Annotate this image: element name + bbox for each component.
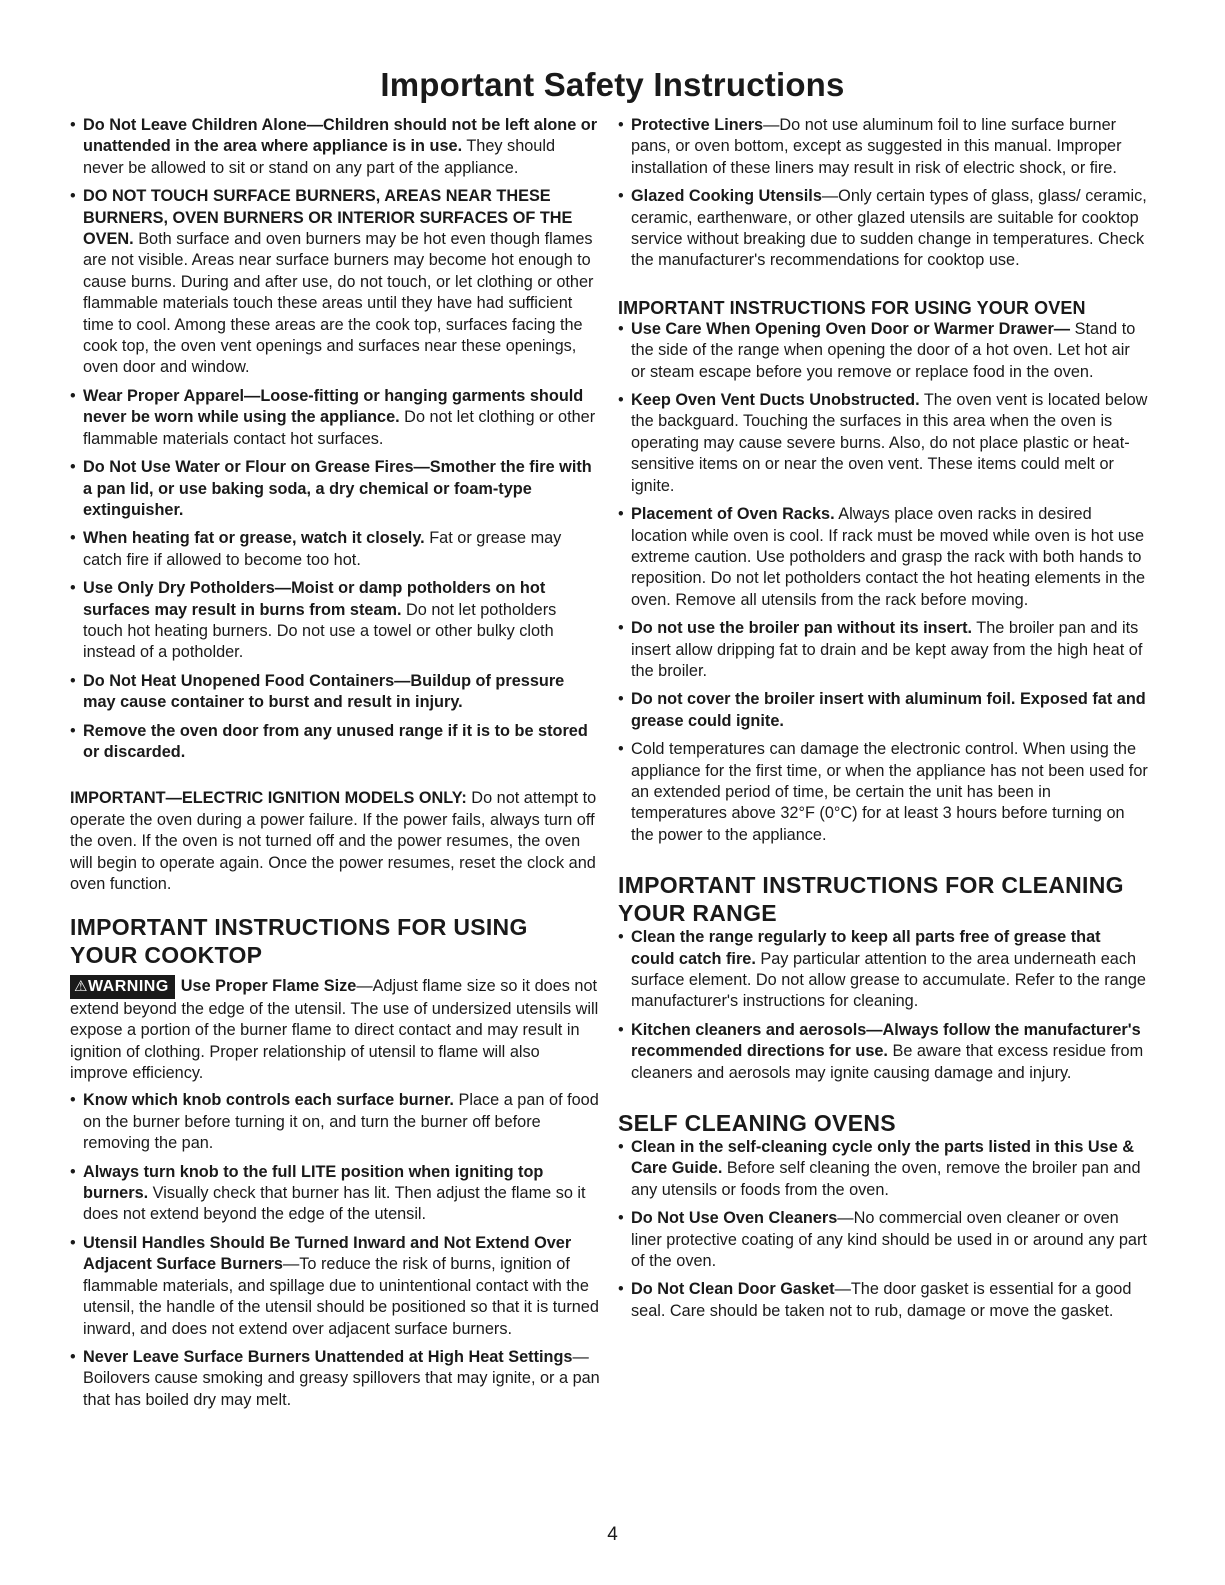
bullet-bold-text: Do Not Leave Children Alone—Children should not be left alone or unattended in the area where appliance is in use.: [83, 116, 598, 156]
page-number: 4: [607, 1524, 618, 1545]
bullet-item: [70, 1233, 600, 1340]
bullet-bold-text: Never Leave Surface Burners Unattended at High Heat Settings: [83, 1347, 573, 1366]
warning-paragraph: [70, 975, 600, 1084]
bullet-bold-text: When heating fat or grease, watch it closely.: [83, 529, 425, 548]
bullet-bold-text: Do Not Clean Door Gasket: [631, 1280, 835, 1299]
bullet-text: Stand to the side of the range when opening the door of a hot oven. Let hot air or steam escape before you remove or replace food in the oven.: [631, 319, 1136, 381]
bullet-dot-icon: •: [70, 1162, 76, 1181]
warning-badge: [70, 975, 175, 998]
oven-safety-list: [618, 319, 1148, 846]
warning-text: —Adjust flame size so it does not extend beyond the edge of the utensil. The use of undersized utensils will expose a portion of the burner flame to direct contact and may result in ignition of clothing. Proper relationship of utensil to flame will also improve efficiency.: [70, 977, 599, 1083]
bullet-text: —The door gasket is essential for a good seal. Care should be taken not to rub, damage or move the gasket.: [631, 1280, 1132, 1320]
bullet-item: [618, 1020, 1148, 1084]
bullet-item: [70, 186, 600, 379]
bullet-dot-icon: •: [70, 116, 76, 134]
bullet-item: [70, 721, 600, 764]
bullet-dot-icon: •: [70, 1091, 76, 1110]
bullet-item: [70, 1162, 600, 1226]
bullet-dot-icon: •: [70, 458, 76, 477]
bullet-dot-icon: •: [618, 619, 624, 638]
bullet-text: Be aware that excess residue from cleaners and aerosols may ignite causing damage and injury.: [631, 1042, 1144, 1082]
electric-ignition-label: IMPORTANT—ELECTRIC IGNITION MODELS ONLY:: [70, 789, 467, 808]
bullet-text: Cold temperatures can damage the electronic control. When using the appliance for the first time, or when the appliance has not been used for an extended period of time, be certain the unit has been in temperatures above 32°F (0°C) for at least 3 hours before turning on the power to the appliance.: [631, 740, 1148, 844]
bullet-item: [618, 1137, 1148, 1201]
bullet-bold-text: Do not cover the broiler insert with aluminum foil. Exposed fat and grease could ignite.: [631, 690, 1146, 730]
bullet-bold-text: Clean the range regularly to keep all parts free of grease that could catch fire.: [631, 928, 1101, 968]
bullet-text: Pay particular attention to the area underneath each surface element. Do not allow grease to accumulate. Refer to the range manufacturer's instructions for cleaning.: [631, 949, 1146, 1011]
bullet-bold-text: Do not use the broiler pan without its insert.: [631, 619, 973, 638]
bullet-item: [618, 739, 1148, 846]
bullet-bold-text: Glazed Cooking Utensils: [631, 187, 822, 206]
left-safety-list: [70, 115, 600, 763]
bullet-text: The broiler pan and its insert allow dripping fat to drain and be kept away from the high heat of the broiler.: [631, 619, 1143, 680]
bullet-item: [618, 186, 1148, 272]
bullet-item: [618, 689, 1148, 732]
bullet-dot-icon: •: [618, 1209, 624, 1228]
warning-title: Use Proper Flame Size: [180, 977, 357, 996]
bullet-bold-text: Always turn knob to the full LITE position when igniting top burners.: [83, 1162, 544, 1203]
bullet-dot-icon: •: [70, 187, 76, 206]
warning-triangle-icon: ⚠: [74, 978, 88, 996]
bullet-item: [618, 390, 1148, 497]
page-title: Important Safety Instructions: [380, 66, 845, 103]
bullet-text: Before self cleaning the oven, remove the broiler pan and any utensils or foods from the oven.: [631, 1159, 1141, 1199]
bullet-dot-icon: •: [618, 505, 624, 524]
warning-label: WARNING: [87, 978, 169, 996]
bullet-text: —Boilovers cause smoking and greasy spillovers that may ignite, or a pan that has boiled dry may melt.: [83, 1347, 600, 1409]
bullet-dot-icon: •: [70, 1347, 76, 1366]
bullet-text: —Only certain types of glass, glass/ ceramic, ceramic, earthenware, or other glazed utensils are suitable for cooktop service without breaking due to sudden change in temperatures. Check the manufacturer's recommendations for cooktop use.: [631, 187, 1147, 270]
bullet-dot-icon: •: [618, 1138, 624, 1157]
bullet-bold-text: Do Not Use Oven Cleaners: [631, 1209, 838, 1228]
cooktop-heading: IMPORTANT INSTRUCTIONS FOR USING YOUR COOKTOP: [70, 914, 528, 969]
bullet-item: [70, 115, 600, 179]
cleaning-heading: IMPORTANT INSTRUCTIONS FOR CLEANING YOUR RANGE: [618, 872, 1124, 927]
bullet-dot-icon: •: [618, 1280, 624, 1299]
bullet-text: Place a pan of food on the burner before turning it on, and turn the burner off before removing the pan.: [83, 1091, 599, 1153]
bullet-item: [618, 319, 1148, 383]
bullet-item: [618, 504, 1148, 611]
bullet-bold-text: Use Care When Opening Oven Door or Warmer Drawer—: [631, 319, 1071, 338]
bullet-bold-text: Remove the oven door from any unused range if it is to be stored or discarded.: [83, 721, 588, 761]
bullet-bold-text: Know which knob controls each surface burner.: [83, 1091, 454, 1110]
bullet-text: Always place oven racks in desired location while oven is cool. If rack must be moved while oven is hot use extreme caution. Use potholders and grasp the rack with both hands to reposition. Do not let potholders contact the hot heating elements in the oven. Remove all utensils from the rack before moving.: [631, 505, 1146, 609]
bullet-item: [618, 618, 1148, 682]
right-safety-list: [618, 115, 1148, 272]
cleaning-safety-list: [618, 927, 1148, 1084]
bullet-dot-icon: •: [618, 740, 624, 759]
bullet-bold-text: Do Not Heat Unopened Food Containers—Buildup of pressure may cause container to burst and result in injury.: [83, 671, 565, 712]
bullet-bold-text: Kitchen cleaners and aerosols—Always follow the manufacturer's recommended directions for use.: [631, 1020, 1141, 1061]
cooktop-safety-list: [70, 1090, 600, 1411]
bullet-dot-icon: •: [618, 116, 624, 134]
bullet-dot-icon: •: [618, 391, 624, 410]
bullet-dot-icon: •: [70, 671, 76, 690]
bullet-text: —No commercial oven cleaner or oven liner protective coating of any kind should be used in or around any part of the oven.: [631, 1209, 1147, 1271]
bullet-text: Visually check that burner has lit. Then adjust the flame so it does not extend beyond the edge of the utensil.: [83, 1184, 586, 1224]
bullet-text: Do not let potholders touch hot heating burners. Do not use a towel or other bulky cloth instead of a potholder.: [83, 600, 557, 662]
bullet-text: —To reduce the risk of burns, ignition of flammable materials, and spillage due to unintentional contact with the utensil, the handle of the utensil should be positioned so that it is turned inward, and does not extend over adjacent surface burners.: [83, 1255, 599, 1338]
self-cleaning-heading: SELF CLEANING OVENS: [618, 1110, 896, 1137]
bullet-dot-icon: •: [70, 579, 76, 598]
self-cleaning-list: [618, 1137, 1148, 1322]
bullet-item: [70, 457, 600, 521]
bullet-bold-text: Keep Oven Vent Ducts Unobstructed.: [631, 391, 920, 410]
bullet-item: [70, 671, 600, 714]
bullet-text: They should never be allowed to sit or stand on any part of the appliance.: [83, 137, 556, 177]
bullet-bold-text: DO NOT TOUCH SURFACE BURNERS, AREAS NEAR THESE BURNERS, OVEN BURNERS OR INTERIOR SURFACES OF THE OVEN.: [83, 187, 573, 249]
bullet-item: [618, 1208, 1148, 1272]
bullet-text: Both surface and oven burners may be hot even though flames are not visible. Areas near surface burners may become hot enough to cause burns. During and after use, do not touch, or let clothing or other flammable materials touch these areas until they have had sufficient time to cool. Among these areas are the cook top, surfaces facing the cook top, the oven vent openings and surfaces near these openings, oven door and window.: [83, 230, 594, 377]
bullet-item: [618, 115, 1148, 179]
bullet-item: [70, 386, 600, 450]
bullet-item: [618, 927, 1148, 1013]
bullet-text: —Do not use aluminum foil to line surface burner pans, or oven bottom, except as suggested in this manual. Improper installation of these liners may result in risk of electric shock, or fire.: [631, 116, 1122, 177]
bullet-dot-icon: •: [618, 690, 624, 709]
bullet-item: [70, 528, 600, 571]
electric-ignition-note: [70, 788, 600, 895]
bullet-dot-icon: •: [70, 1233, 76, 1252]
bullet-dot-icon: •: [618, 187, 624, 206]
bullet-bold-text: Do Not Use Water or Flour on Grease Fires—Smother the fire with a pan lid, or use baking soda, a dry chemical or foam-type extinguisher.: [83, 458, 592, 519]
bullet-text: Do not let clothing or other flammable materials contact hot surfaces.: [83, 408, 596, 448]
bullet-bold-text: Utensil Handles Should Be Turned Inward and Not Extend Over Adjacent Surface Burners: [83, 1233, 572, 1274]
bullet-item: [618, 1279, 1148, 1322]
bullet-text: Fat or grease may catch fire if allowed to become too hot.: [83, 529, 562, 569]
bullet-dot-icon: •: [618, 928, 624, 947]
bullet-dot-icon: •: [70, 386, 76, 405]
bullet-item: [70, 1090, 600, 1154]
electric-ignition-text: Do not attempt to operate the oven during a power failure. If the power fails, always turn off the oven. If the oven is not turned off and the power resumes, the oven will begin to operate again. Once the power resumes, reset the clock and oven function.: [70, 789, 597, 893]
bullet-bold-text: Protective Liners: [631, 116, 764, 134]
bullet-dot-icon: •: [618, 1020, 624, 1039]
bullet-item: [70, 578, 600, 664]
bullet-bold-text: Use Only Dry Potholders—Moist or damp potholders on hot surfaces may result in burns from steam.: [83, 579, 546, 619]
bullet-item: [70, 1347, 600, 1411]
bullet-dot-icon: •: [70, 529, 76, 548]
left-column: [70, 115, 600, 1418]
right-column: [618, 115, 1148, 1329]
oven-heading: IMPORTANT INSTRUCTIONS FOR USING YOUR OVEN: [618, 297, 1086, 318]
bullet-bold-text: Wear Proper Apparel—Loose-fitting or hanging garments should never be worn while using the appliance.: [83, 386, 584, 427]
bullet-bold-text: Placement of Oven Racks.: [631, 505, 835, 524]
bullet-bold-text: Clean in the self-cleaning cycle only the parts listed in this Use & Care Guide.: [631, 1138, 1135, 1178]
bullet-dot-icon: •: [70, 721, 76, 740]
bullet-dot-icon: •: [618, 319, 624, 338]
bullet-text: The oven vent is located below the backguard. Touching the surfaces in this area when the oven is operating may cause severe burns. Also, do not place plastic or heat-sensitive items on or near the oven vent. These items could melt or ignite.: [631, 391, 1148, 495]
